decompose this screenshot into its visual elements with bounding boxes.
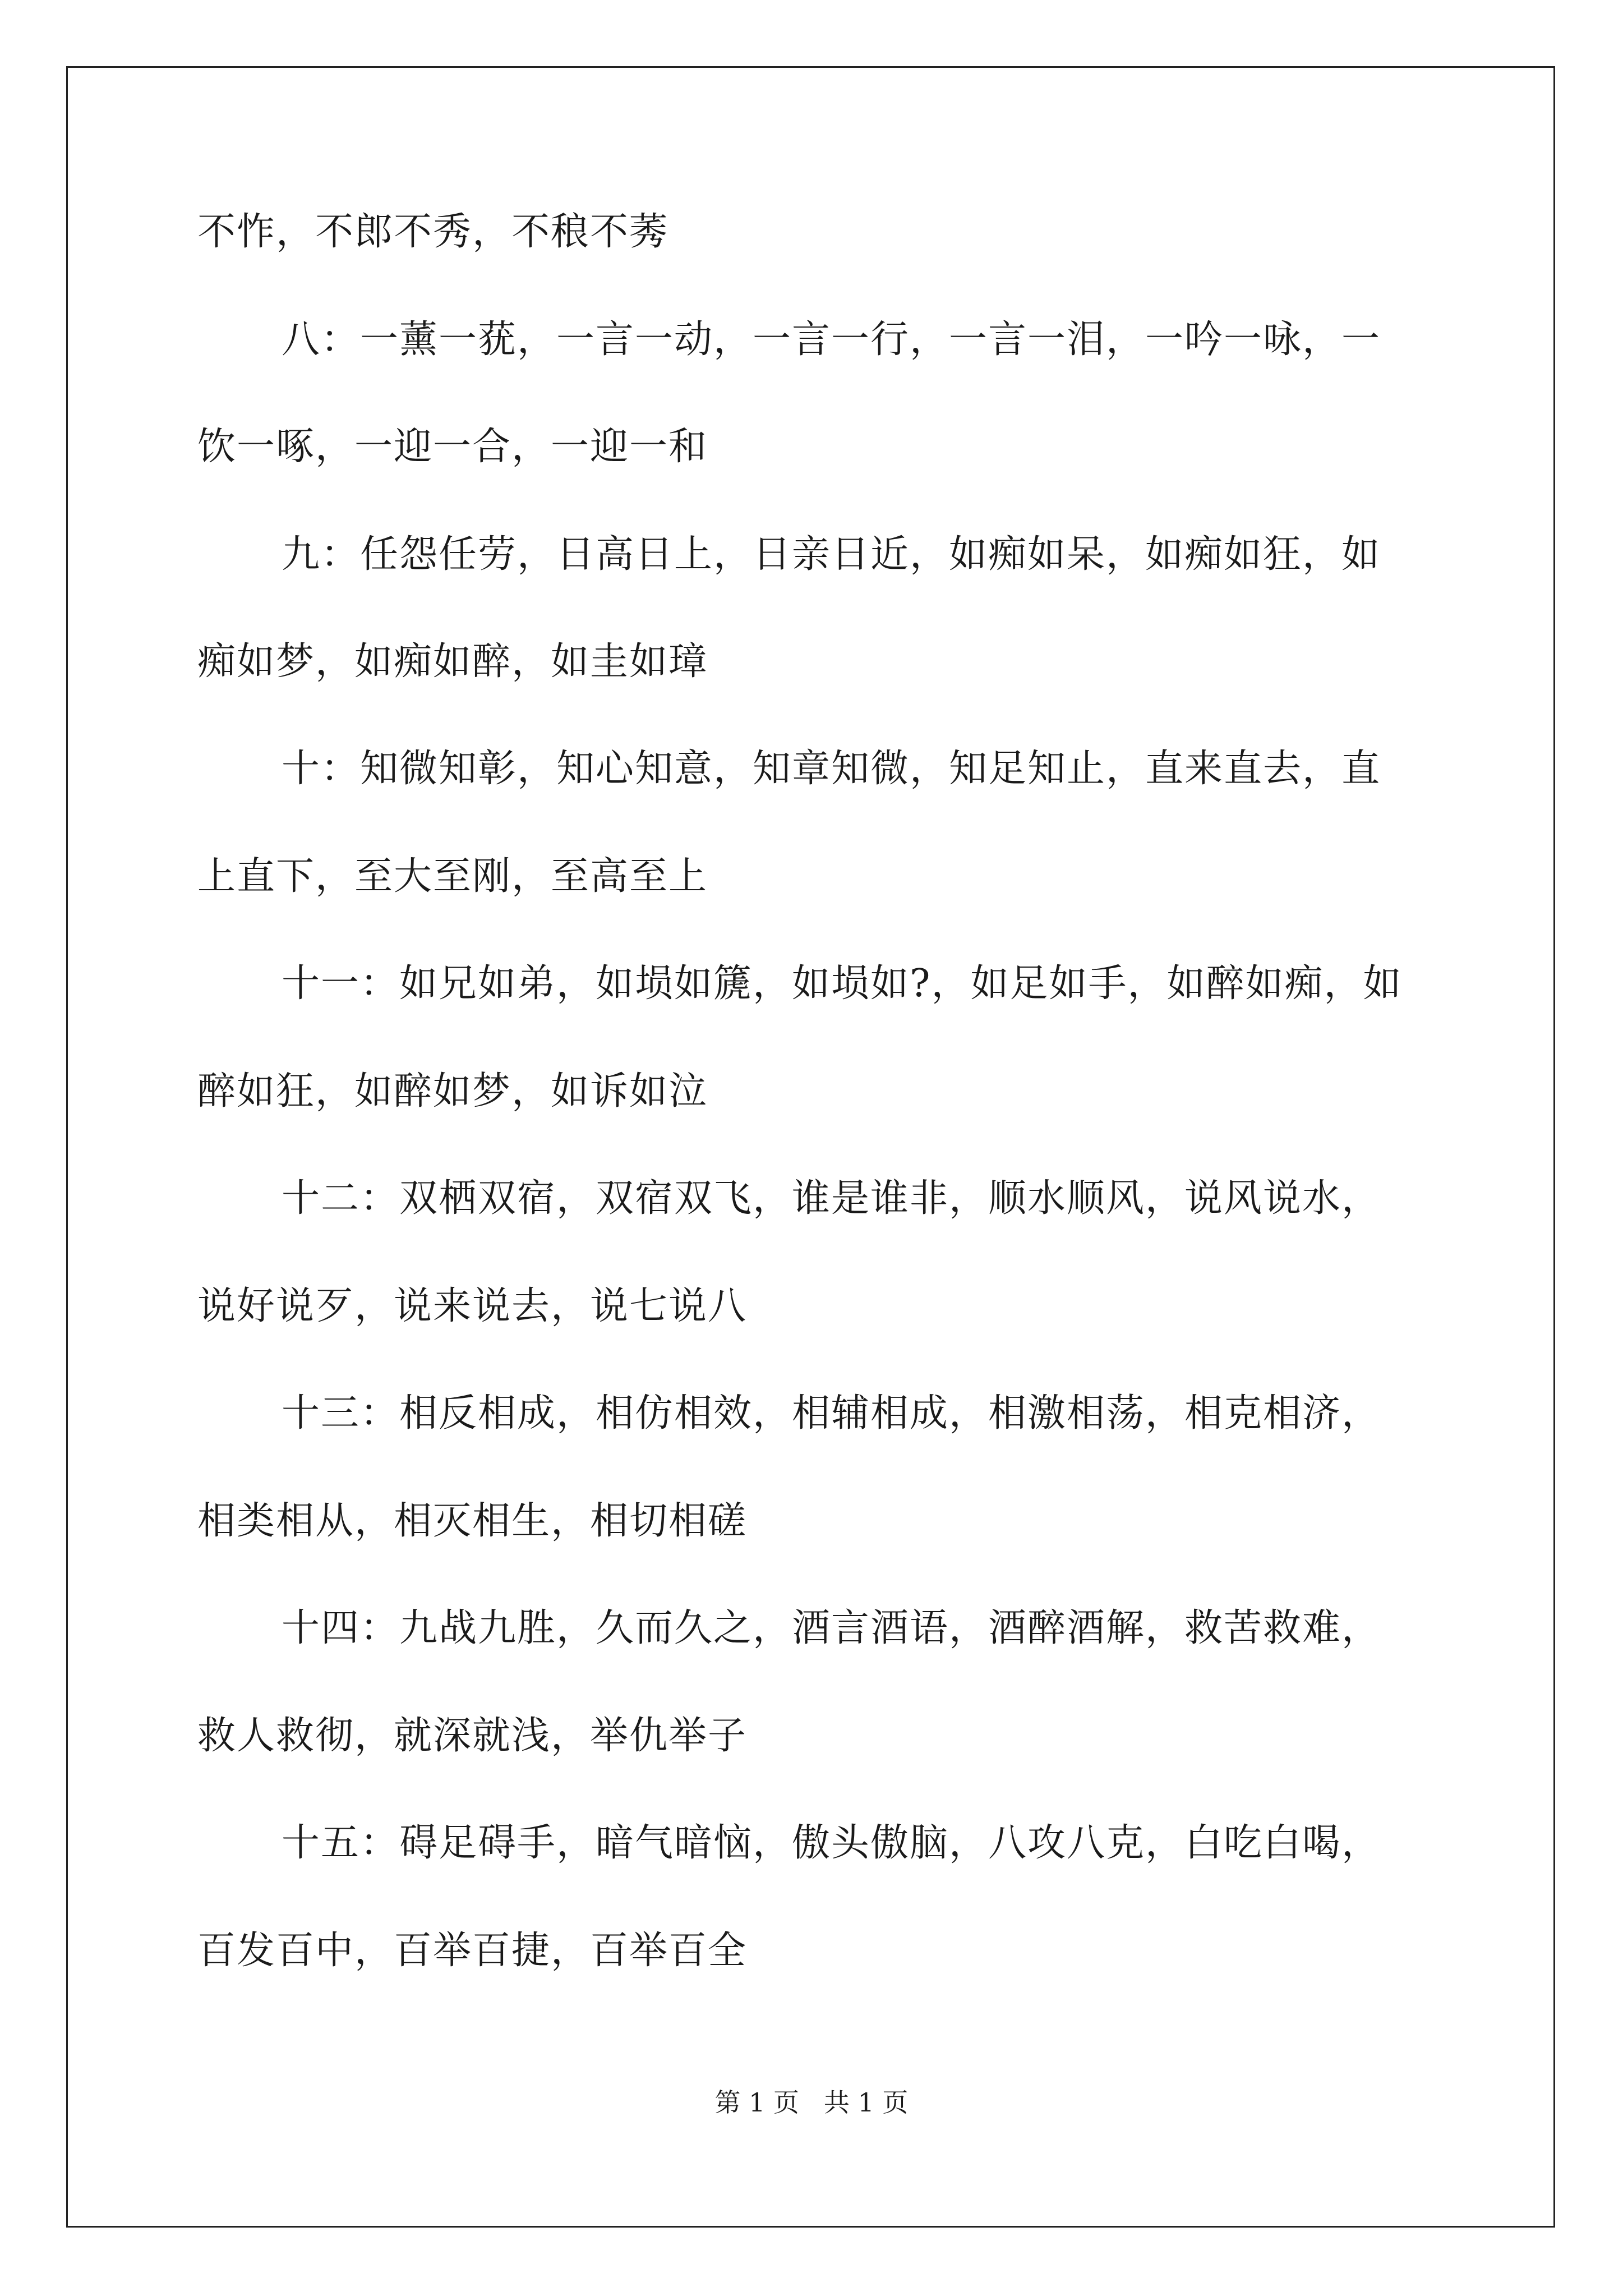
text-line: 百发百中，百举百捷，百举百全: [197, 1929, 748, 1973]
paragraph-first-line: 十五：碍足碍手，暗气暗恼，傲头傲脑，八攻八克，白吃白喝，: [282, 1821, 1381, 1865]
page-border: [66, 66, 1555, 2228]
paragraph-first-line: 十三：相反相成，相仿相效，相辅相成，相激相荡，相克相济，: [282, 1391, 1381, 1435]
text-line: 说好说歹，说来说去，说七说八: [197, 1284, 748, 1328]
paragraph-first-line: 十二：双栖双宿，双宿双飞，谁是谁非，顺水顺风，说风说水，: [282, 1176, 1381, 1221]
text-line: 醉如狂，如醉如梦，如诉如泣: [197, 1069, 708, 1114]
text-line: 饮一啄，一迎一合，一迎一和: [197, 425, 708, 469]
paragraph-first-line: 八：一薰一莸，一言一动，一言一行，一言一泪，一吟一咏，一: [282, 318, 1381, 362]
paragraph-first-line: 九：任怨任劳，日高日上，日亲日近，如痴如呆，如痴如狂，如: [282, 532, 1381, 577]
text-line: 上直下，至大至刚，至高至上: [197, 854, 708, 899]
paragraph-first-line: 十一：如兄如弟，如埙如篪，如埙如?，如足如手，如醉如痴，如: [282, 961, 1403, 1006]
paragraph-first-line: 十：知微知彰，知心知意，知章知微，知足知止，直来直去，直: [282, 747, 1381, 791]
paragraph-first-line: 十四：九战九胜，久而久之，酒言酒语，酒醉酒解，救苦救难，: [282, 1606, 1381, 1650]
text-line: 不怍，不郎不秀，不稂不莠: [197, 210, 669, 254]
page-footer: 第 1 页 共 1 页: [714, 2087, 909, 2118]
text-line: 相类相从，相灭相生，相切相磋: [197, 1499, 748, 1543]
text-line: 痴如梦，如痴如醉，如圭如璋: [197, 639, 708, 684]
text-line: 救人救彻，就深就浅，举仇举子: [197, 1714, 748, 1758]
